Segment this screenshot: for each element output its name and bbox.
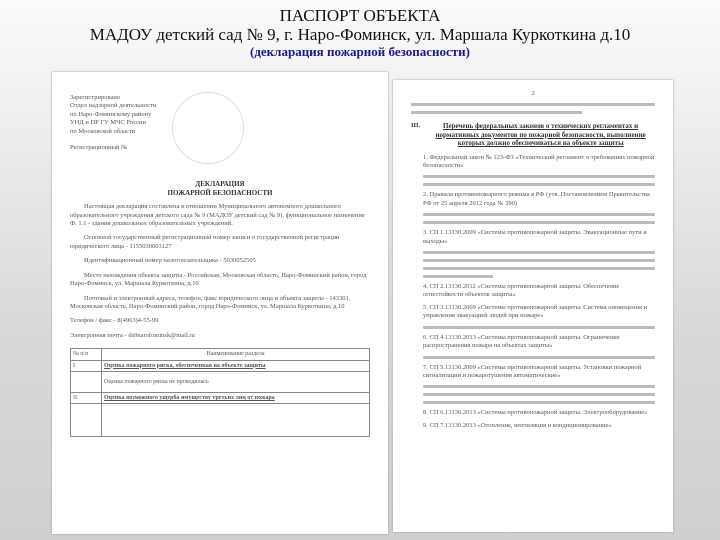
list-item: 2. Правила противопожарного режима в РФ (утв. Постановлением Правительства РФ от 25 апреля 2012 года № 390)	[423, 191, 650, 207]
paragraph: Почтовый и электронный адреса, телефон, факс юридического лица и объекта защиты - 143301, Московская область, Наро-Фоминский район, город Наро-Фоминск, ул. Маршала Куркоткина, д.10	[70, 294, 351, 310]
reg-line: Отдел надзорной деятельности	[70, 102, 157, 110]
section-heading: Перечень федеральных законов о технических регламентах и нормативных документов по пожарной безопасности, выполнение которых должно обеспечиваться на объекте защиты	[435, 122, 646, 148]
list-item: 6. СП 4.13130.2013 «Системы противопожарной защиты. Ограничение распространения пожара на объектах защиты»	[423, 333, 620, 350]
reg-line: по Московской области	[70, 127, 136, 135]
cell: Оценка пожарного риска, обеспеченная на объекте защиты	[102, 360, 370, 371]
cell: II.	[71, 392, 102, 403]
title: ПАСПОРТ ОБЪЕКТА	[279, 6, 441, 25]
email: Электронная почта - ds9narofominsk@mail.ru	[70, 331, 195, 339]
sections-table	[70, 348, 370, 437]
list-item: 5. СП 3.13130.2009 «Системы противопожарной защиты. Система оповещения и управления эвакуацией людей при пожаре»	[423, 303, 648, 320]
reg-line: Зарегистрировано	[70, 94, 121, 101]
cell: I.	[71, 360, 102, 371]
doc-heading: ДЕКЛАРАЦИЯ	[195, 180, 245, 189]
th: Наименование раздела	[102, 349, 370, 360]
cell: Оценка пожарного риска не проводилась	[102, 371, 370, 392]
reg-line: УНД и ПР ГУ МЧС России	[70, 119, 146, 127]
th: № п/п	[71, 349, 102, 360]
reg-line: по Наро-Фоминскому району	[70, 110, 152, 118]
subtitle: МАДОУ детский сад № 9, г. Наро-Фоминск, ул. Маршала Куркоткина д.10	[89, 25, 631, 44]
list-item: 1. Федеральный закон № 123-ФЗ «Технический регламент о требованиях пожарной безопасности»	[423, 153, 655, 170]
paragraph: Настоящая декларация составлена в отношении Муниципального автономного дошкольного образовательного учреждения детского сада № 9 (МАДОУ детский сад № 9), функциональное назначение Ф. 1.1 - здания дошкольных образовательных учреждений.	[70, 203, 365, 228]
doc-subheading: ПОЖАРНОЙ БЕЗОПАСНОСТИ	[167, 188, 273, 197]
slide-title	[0, 6, 720, 60]
cell: Оценка возможного ущерба имуществу третьих лиц от пожара	[102, 392, 370, 403]
paragraph: Место нахождения объекта защиты - Российская, Московская область, Наро-Фоминский район, город Наро-Фоминск, ул. Маршала Куркоткина, д.10	[70, 271, 367, 288]
list-item: 4. СП 2.13130.2012 «Системы противопожарной защиты. Обеспечение огнестойкости объектов защиты»	[423, 283, 620, 299]
section-number: III.	[411, 122, 421, 130]
phone: Телефон / факс - 8(4963)4-55-99	[70, 317, 159, 325]
paragraph: Идентификационный номер налогоплательщика - 5030052505	[84, 257, 256, 265]
list-item: 7. СП 5.13130.2009 «Системы противопожарной защиты. Установки пожарной сигнализации и пожаротушения автоматические»	[423, 363, 642, 379]
list-item: 8. СП 6.13130.2013 «Системы противопожарной защиты. Электрооборудование»	[423, 409, 648, 417]
declaration-scan-page-1	[52, 72, 388, 534]
list-item: 3. СП 1.13130.2009 «Системы противопожарной защиты. Эвакуационные пути и выходы»	[423, 229, 647, 245]
declaration-scan-page-2	[393, 80, 673, 532]
stamp-icon	[172, 92, 244, 164]
page-number: 2	[531, 90, 535, 97]
list-item: 9. СП 7.13130.2013 «Отопление, вентиляция и кондиционирование»	[423, 421, 612, 429]
paragraph: Основной государственный регистрационный номер записи о государственной регистрации юридического лица - 1155030003127	[70, 234, 340, 250]
note: (декларация пожарной безопасности)	[250, 44, 470, 59]
reg-number: Регистрационный №	[70, 144, 128, 152]
